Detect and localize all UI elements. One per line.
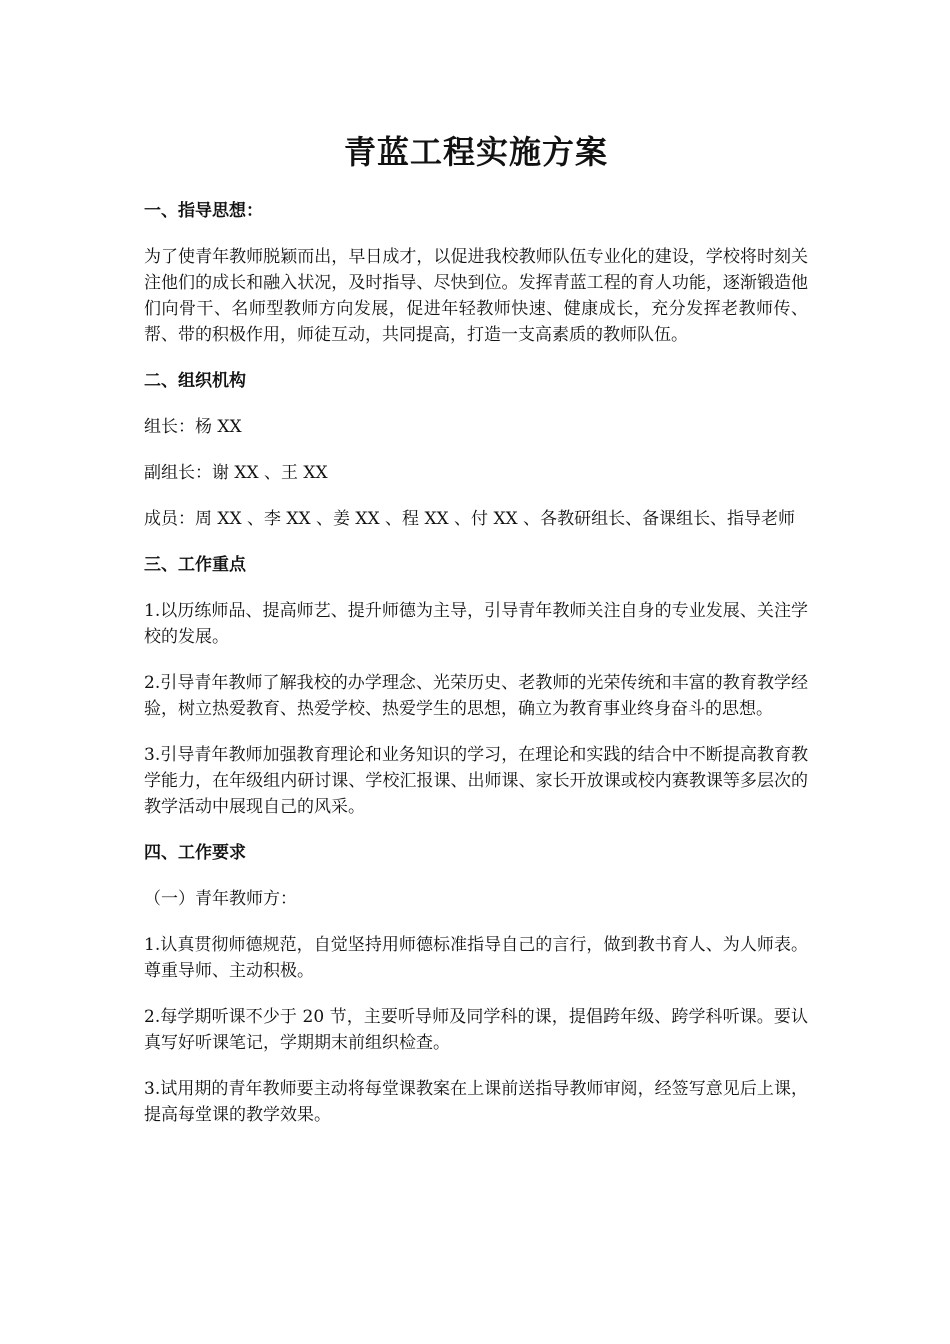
- paragraph: 3.试用期的青年教师要主动将每堂课教案在上课前送指导教师审阅，经签写意见后上课，提高每堂课的教学效果。: [144, 1079, 808, 1125]
- document-title: 青蓝工程实施方案: [343, 133, 608, 171]
- paragraph-deputy-leader: 副组长：谢 XX 、王 XX: [144, 463, 328, 483]
- paragraph: 2.每学期听课不少于 20 节，主要听导师及同学科的课，提倡跨年级、跨学科听课。要认真写好听课笔记，学期期末前组织检查。: [144, 1007, 808, 1053]
- paragraph-leader: 组长：杨 XX: [144, 417, 242, 437]
- paragraph: 3.引导青年教师加强教育理论和业务知识的学习，在理论和实践的结合中不断提高教育教学能力，在年级组内研讨课、学校汇报课、出师课、家长开放课或校内赛教课等多层次的教学活动中展现自己的风采。: [144, 745, 808, 817]
- paragraph: 1.认真贯彻师德规范，自觉坚持用师德标准指导自己的言行，做到教书育人、为人师表。尊重导师、主动积极。: [144, 935, 808, 981]
- paragraph: 2.引导青年教师了解我校的办学理念、光荣历史、老教师的光荣传统和丰富的教育教学经验，树立热爱教育、热爱学校、热爱学生的思想，确立为教育事业终身奋斗的思想。: [144, 673, 808, 719]
- paragraph-members: 成员：周 XX 、李 XX 、姜 XX 、程 XX 、付 XX 、各教研组长、备课组长、指导老师: [144, 509, 796, 529]
- section-heading-work-focus: 三、工作重点: [144, 555, 246, 575]
- paragraph: 为了使青年教师脱颖而出，早日成才，以促进我校教师队伍专业化的建设，学校将时刻关注他们的成长和融入状况，及时指导、尽快到位。发挥青蓝工程的育人功能，逐渐锻造他们向骨干、名师型教师方向发展，促进年轻教师快速、健康成长，充分发挥老教师传、帮、带的积极作用，师徒互动，共同提高，打造一支高素质的教师队伍。: [144, 247, 808, 345]
- subheading-young-teachers: （一）青年教师方：: [144, 889, 297, 909]
- section-heading-work-requirements: 四、工作要求: [144, 843, 246, 863]
- paragraph: 1.以历练师品、提高师艺、提升师德为主导，引导青年教师关注自身的专业发展、关注学校的发展。: [144, 601, 808, 647]
- section-heading-guiding-ideology: 一、指导思想：: [144, 201, 263, 221]
- document-page: [144, 128, 808, 1148]
- section-heading-organization: 二、组织机构: [144, 371, 246, 391]
